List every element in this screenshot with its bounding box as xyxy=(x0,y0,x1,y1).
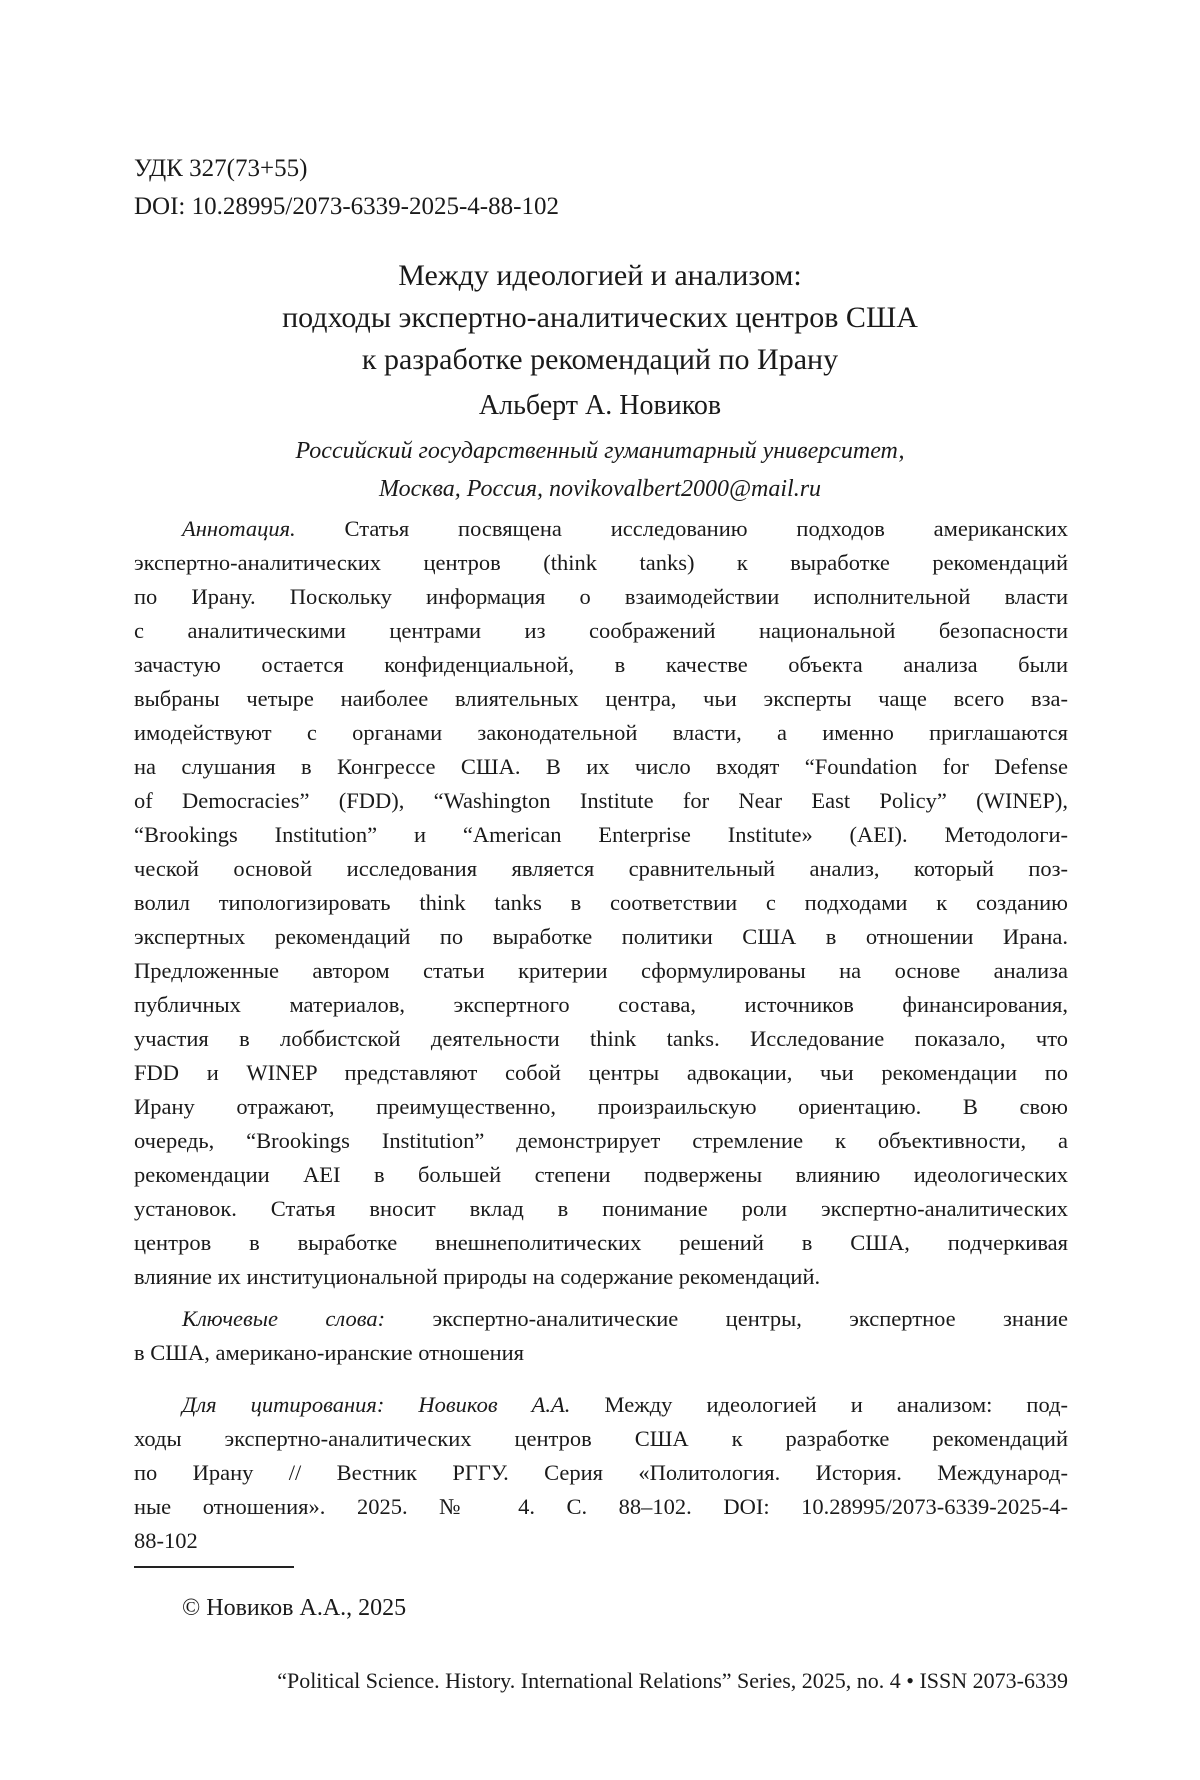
affiliation xyxy=(0,432,1200,508)
citation-text: ходы экспертно-аналитических центров США к разработке рекомендаций xyxy=(134,1426,1068,1451)
abstract-line xyxy=(134,648,1068,682)
abstract-line xyxy=(134,1056,1068,1090)
abstract-text: влияние их институциональной природы на содержание рекомендаций. xyxy=(134,1264,821,1289)
abstract-line xyxy=(134,988,1068,1022)
abstract-text: Предложенные автором статьи критерии сформулированы на основе анализа xyxy=(134,958,1068,983)
abstract-text: рекомендации AEI в большей степени подвержены влиянию идеологических xyxy=(134,1162,1068,1187)
abstract-text: экспертно-аналитических центров (think tanks) к выработке рекомендаций xyxy=(134,550,1068,575)
abstract-text: волил типологизировать think tanks в соответствии с подходами к созданию xyxy=(134,890,1068,915)
abstract-text: ческой основой исследования является сравнительный анализ, который поз- xyxy=(134,856,1068,881)
footnote-divider xyxy=(134,1566,294,1568)
abstract-line xyxy=(134,1192,1068,1226)
title-line: к разработке рекомендаций по Ирану xyxy=(361,343,839,376)
abstract-text: очередь, “Brookings Institution” демонстрирует стремление к объективности, а xyxy=(134,1128,1068,1153)
abstract-line xyxy=(134,818,1068,852)
abstract-line xyxy=(134,512,1068,546)
citation-line xyxy=(134,1422,1068,1456)
article-meta xyxy=(134,150,559,226)
abstract-line xyxy=(134,580,1068,614)
abstract-text: по Ирану. Поскольку информация о взаимодействии исполнительной власти xyxy=(134,584,1068,609)
abstract-text: Статья посвящена исследованию подходов американских xyxy=(344,516,1068,541)
abstract-label: Аннотация. xyxy=(182,516,296,541)
abstract-text: с аналитическими центрами из соображений национальной безопасности xyxy=(134,618,1068,643)
abstract-text: FDD и WINEP представляют собой центры адвокации, чьи рекомендации по xyxy=(134,1060,1068,1085)
citation-line xyxy=(134,1490,1068,1524)
title-line: подходы экспертно-аналитических центров США xyxy=(282,301,918,334)
abstract-text: Ирану отражают, преимущественно, произраильскую ориентацию. В свою xyxy=(134,1094,1068,1119)
abstract xyxy=(134,512,1068,1294)
citation-text: 88-102 xyxy=(134,1528,198,1553)
abstract-text: на слушания в Конгрессе США. В их число входят “Foundation for Defense xyxy=(134,754,1068,779)
keywords-label: Ключевые слова: xyxy=(182,1306,386,1331)
keywords-line xyxy=(134,1302,1068,1336)
citation-text: по Ирану // Вестник РГГУ. Серия «Политология. История. Международ- xyxy=(134,1460,1068,1485)
abstract-line xyxy=(134,1124,1068,1158)
abstract-line xyxy=(134,784,1068,818)
abstract-line xyxy=(134,1158,1068,1192)
abstract-text: имодействуют с органами законодательной власти, а именно приглашаются xyxy=(134,720,1068,745)
abstract-line xyxy=(134,682,1068,716)
abstract-line xyxy=(134,750,1068,784)
citation-line xyxy=(134,1456,1068,1490)
citation-text: ные отношения». 2025. № 4. С. 88–102. DOI: 10.28995/2073-6339-2025-4- xyxy=(134,1494,1068,1519)
abstract-line xyxy=(134,1260,1068,1294)
abstract-text: экспертных рекомендаций по выработке политики США в отношении Ирана. xyxy=(134,924,1068,949)
keywords-line xyxy=(134,1336,1068,1370)
abstract-line xyxy=(134,1226,1068,1260)
affiliation-line: Российский государственный гуманитарный университет, xyxy=(295,438,905,464)
abstract-line xyxy=(134,1022,1068,1056)
abstract-line xyxy=(134,546,1068,580)
abstract-line xyxy=(134,614,1068,648)
keywords-text: в США, американо-иранские отношения xyxy=(134,1340,525,1365)
abstract-text: выбраны четыре наиболее влиятельных центра, чьи эксперты чаще всего вза- xyxy=(134,686,1068,711)
abstract-line xyxy=(134,1090,1068,1124)
doi: DOI: 10.28995/2073-6339-2025-4-88-102 xyxy=(134,193,559,220)
keywords xyxy=(134,1302,1068,1370)
abstract-text: “Brookings Institution” и “American Enterprise Institute» (AEI). Методологи- xyxy=(134,822,1068,847)
affiliation-line: Москва, Россия, novikovalbert2000@mail.ru xyxy=(378,476,822,502)
abstract-line xyxy=(134,716,1068,750)
citation-label: Для цитирования: Новиков А.А. xyxy=(182,1392,571,1417)
citation-line xyxy=(134,1388,1068,1422)
abstract-line xyxy=(134,920,1068,954)
title-line: Между идеологией и анализом: xyxy=(398,259,802,292)
abstract-text: зачастую остается конфиденциальной, в качестве объекта анализа были xyxy=(134,652,1068,677)
citation-line xyxy=(134,1524,1068,1558)
abstract-line xyxy=(134,954,1068,988)
citation xyxy=(134,1388,1068,1558)
abstract-text: участия в лоббистской деятельности think tanks. Исследование показало, что xyxy=(134,1026,1068,1051)
citation-text: Между идеологией и анализом: под- xyxy=(604,1392,1069,1417)
abstract-text: публичных материалов, экспертного состава, источников финансирования, xyxy=(134,992,1068,1017)
author-name: Альберт А. Новиков xyxy=(478,390,722,421)
abstract-line xyxy=(134,886,1068,920)
copyright: © Новиков А.А., 2025 xyxy=(182,1595,407,1621)
running-footer: “Political Science. History. International Relations” Series, 2025, no. 4 • ISSN 2073-6339 xyxy=(277,1668,1068,1693)
abstract-text: of Democracies” (FDD), “Washington Institute for Near East Policy” (WINEP), xyxy=(134,788,1068,813)
udc-code: УДК 327(73+55) xyxy=(134,155,308,182)
article-title xyxy=(0,255,1200,381)
abstract-text: центров в выработке внешнеполитических решений в США, подчеркивая xyxy=(134,1230,1068,1255)
abstract-text: установок. Статья вносит вклад в понимание роли экспертно-аналитических xyxy=(134,1196,1068,1221)
abstract-line xyxy=(134,852,1068,886)
keywords-text: экспертно-аналитические центры, экспертное знание xyxy=(432,1306,1069,1331)
